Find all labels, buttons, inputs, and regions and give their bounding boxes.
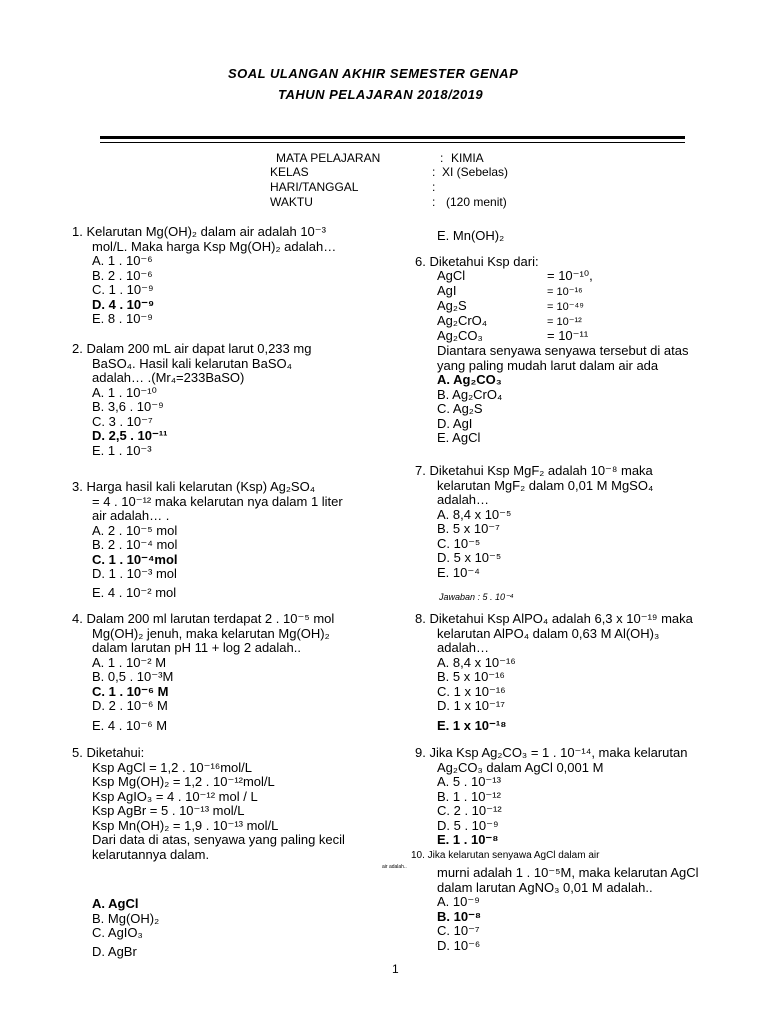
q10-option-b: B. 10⁻⁸ — [437, 908, 482, 924]
q6-stem: 6. Diketahui Ksp dari: — [415, 254, 539, 269]
info-sep-date: : — [432, 180, 436, 194]
question-5 — [72, 746, 345, 862]
question-2 — [72, 342, 311, 458]
q7-answer-note: Jawaban : 5 . 10⁻⁴ — [439, 592, 514, 602]
q10-option-d: D. 10⁻⁶ — [437, 937, 481, 953]
q8-option-b: B. 5 x 10⁻¹⁶ — [437, 669, 505, 684]
q5-ksp-5: Ksp Mn(OH)₂ = 1,9 . 10⁻¹³ mol/L — [92, 817, 279, 833]
q6-ksp-table — [437, 268, 593, 343]
question-8 — [415, 612, 693, 733]
q6-stem: Diantara senyawa senyawa tersebut di atas — [437, 343, 689, 358]
q6-ksp-value: = 10⁻⁴⁹ — [547, 301, 584, 313]
info-value-time: (120 menit) — [446, 195, 507, 209]
q5-ksp-4: Ksp AgBr = 5 . 10⁻¹³ mol/L — [92, 803, 245, 818]
q3-option-b: B. 2 . 10⁻⁴ mol — [92, 537, 178, 552]
question-9 — [415, 746, 687, 848]
q8-option-c: C. 1 x 10⁻¹⁶ — [437, 683, 506, 699]
q6-option-a: A. Ag₂CO₃ — [437, 372, 502, 387]
q7-option-c: C. 10⁻⁵ — [437, 535, 481, 551]
q6-option-c: C. Ag₂S — [437, 401, 483, 416]
q8-stem: kelarutan AlPO₄ dalam 0,63 M Al(OH)₃ — [437, 625, 660, 641]
q10-stem: 10. Jika kelarutan senyawa AgCl dalam air — [411, 850, 600, 861]
question-4 — [72, 612, 334, 733]
q5-option-d: D. AgBr — [92, 943, 137, 959]
q7-stem: adalah… — [437, 492, 490, 507]
q9-option-c: C. 2 . 10⁻¹² — [437, 803, 502, 818]
q5-option-e: E. Mn(OH)₂ — [437, 228, 505, 243]
q9-stem: Ag₂CO₃ dalam AgCl 0,001 M — [437, 759, 604, 775]
q3-option-c: C. 1 . 10⁻⁴mol — [92, 551, 178, 567]
info-label-class: KELAS — [270, 165, 309, 179]
q9-option-a: A. 5 . 10⁻¹³ — [437, 774, 501, 789]
q7-option-b: B. 5 x 10⁻⁷ — [437, 521, 500, 536]
q3-option-e: E. 4 . 10⁻² mol — [92, 584, 177, 600]
q10-option-a: A. 10⁻⁹ — [437, 894, 480, 909]
q5-stem: 5. Diketahui: — [72, 745, 145, 760]
info-label-date: HARI/TANGGAL — [270, 180, 359, 194]
q5-stem: kelarutannya dalam. — [92, 846, 210, 862]
q5-stem: Dari data di atas, senyawa yang paling kecil — [92, 832, 345, 847]
info-value-subject: KIMIA — [451, 151, 484, 165]
q5-ksp-2: Ksp Mg(OH)₂ = 1,2 . 10⁻¹²mol/L — [92, 774, 275, 789]
title-line-1: SOAL ULANGAN AKHIR SEMESTER GENAP — [228, 66, 519, 81]
q3-option-d: D. 1 . 10⁻³ mol — [92, 566, 177, 581]
q10-option-c: C. 10⁻⁷ — [437, 923, 480, 938]
question-7 — [415, 464, 653, 580]
q5-hidden-note: air adalah.. — [382, 864, 407, 870]
q7-stem: kelarutan MgF₂ dalam 0,01 M MgSO₄ — [437, 477, 654, 493]
q1-option-a: A. 1 . 10⁻⁶ — [92, 253, 153, 268]
q6-ksp-value: = 10⁻¹² — [547, 316, 582, 328]
question-1 — [72, 225, 336, 327]
q6-ksp-name: Ag₂CO₃ — [437, 328, 483, 343]
q4-option-e: E. 4 . 10⁻⁶ M — [92, 717, 168, 733]
q1-option-b: B. 2 . 10⁻⁶ — [92, 267, 153, 283]
q5-option-c: C. AgIO₃ — [92, 925, 143, 940]
q2-stem: 2. Dalam 200 mL air dapat larut 0,233 mg — [72, 341, 312, 356]
q1-option-c: C. 1 . 10⁻⁹ — [92, 282, 154, 297]
q10-stem: murni adalah 1 . 10⁻⁵M, maka kelarutan AgCl — [437, 865, 699, 880]
q6-body — [437, 344, 688, 446]
q2-option-e: E. 1 . 10⁻³ — [92, 442, 152, 458]
q2-option-c: C. 3 . 10⁻⁷ — [92, 413, 153, 429]
q2-option-d: D. 2,5 . 10⁻¹¹ — [92, 428, 168, 443]
q6-ksp-name: Ag₂S — [437, 298, 467, 313]
q4-option-d: D. 2 . 10⁻⁶ M — [92, 698, 168, 713]
q3-stem: = 4 . 10⁻¹² maka kelarutan nya dalam 1 liter — [92, 493, 343, 509]
info-sep-subject: : — [440, 151, 444, 165]
q6-ksp-value: = 10⁻¹¹ — [547, 328, 589, 343]
q5-option-a: A. AgCl — [92, 896, 139, 911]
q8-stem: adalah… — [437, 640, 490, 655]
q4-option-a: A. 1 . 10⁻² M — [92, 654, 167, 670]
q4-stem: Mg(OH)₂ jenuh, maka kelarutan Mg(OH)₂ — [92, 625, 330, 641]
q8-stem: 8. Diketahui Ksp AlPO₄ adalah 6,3 x 10⁻¹⁹ maka — [415, 611, 693, 626]
q4-option-b: B. 0,5 . 10⁻³M — [92, 669, 174, 684]
q6-ksp-value: = 10⁻¹⁰, — [547, 268, 593, 283]
info-label-subject: MATA PELAJARAN — [276, 151, 381, 165]
header-rule-thin — [100, 142, 685, 143]
q6-option-e: E. AgCl — [437, 430, 481, 445]
q5-options — [92, 897, 159, 959]
q9-option-b: B. 1 . 10⁻¹² — [437, 788, 501, 804]
q6-option-b: B. Ag₂CrO₄ — [437, 386, 503, 402]
header-rule-thick — [100, 136, 685, 139]
info-sep-time: : — [432, 195, 436, 209]
question-3 — [72, 480, 343, 600]
q7-option-d: D. 5 x 10⁻⁵ — [437, 550, 502, 565]
q3-stem: air adalah… . — [92, 508, 170, 523]
q2-stem: BaSO₄. Hasil kali kelarutan BaSO₄ — [92, 355, 292, 371]
q9-stem: 9. Jika Ksp Ag₂CO₃ = 1 . 10⁻¹⁴, maka kelarutan — [415, 745, 688, 760]
q3-stem: 3. Harga hasil kali kelarutan (Ksp) Ag₂SO₄ — [72, 479, 316, 494]
q6-option-d: D. AgI — [437, 415, 473, 431]
q9-option-e: E. 1 . 10⁻⁸ — [437, 832, 499, 847]
q8-option-d: D. 1 x 10⁻¹⁷ — [437, 698, 505, 713]
q5-ksp-1: Ksp AgCl = 1,2 . 10⁻¹⁶mol/L — [92, 759, 252, 775]
q4-stem: 4. Dalam 200 ml larutan terdapat 2 . 10⁻⁵ mol — [72, 611, 335, 626]
q7-option-a: A. 8,4 x 10⁻⁵ — [437, 506, 512, 522]
q1-stem: mol/L. Maka harga Ksp Mg(OH)₂ adalah… — [92, 238, 337, 254]
q9-option-d: D. 5 . 10⁻⁹ — [437, 817, 499, 833]
q2-option-b: B. 3,6 . 10⁻⁹ — [92, 399, 164, 414]
q1-stem: 1. Kelarutan Mg(OH)₂ dalam air adalah 10⁻³ — [72, 224, 326, 239]
q6-ksp-name: AgCl — [437, 268, 466, 283]
title-line-2: TAHUN PELAJARAN 2018/2019 — [278, 87, 484, 102]
q6-ksp-name: Ag₂CrO₄ — [437, 313, 488, 328]
q4-option-c: C. 1 . 10⁻⁶ M — [92, 683, 169, 699]
q6-ksp-name: AgI — [437, 283, 457, 298]
q5-ksp-3: Ksp AgIO₃ = 4 . 10⁻¹² mol / L — [92, 788, 258, 804]
q7-stem: 7. Diketahui Ksp MgF₂ adalah 10⁻⁸ maka — [415, 463, 653, 478]
info-label-time: WAKTU — [270, 195, 313, 209]
q6-ksp-value: = 10⁻¹⁶ — [547, 286, 583, 298]
q5-option-b: B. Mg(OH)₂ — [92, 910, 160, 926]
q3-option-a: A. 2 . 10⁻⁵ mol — [92, 522, 178, 538]
q10-stem: dalam larutan AgNO₃ 0,01 M adalah.. — [437, 879, 653, 895]
info-value-class: XI (Sebelas) — [442, 165, 509, 179]
q4-stem: dalam larutan pH 11 + log 2 adalah.. — [92, 640, 301, 655]
page-number: 1 — [392, 962, 399, 976]
q2-option-a: A. 1 . 10⁻¹⁰ — [92, 384, 157, 400]
info-sep-class: : — [432, 165, 436, 179]
q7-option-e: E. 10⁻⁴ — [437, 564, 480, 580]
q8-option-a: A. 8,4 x 10⁻¹⁶ — [437, 654, 516, 670]
q8-option-e: E. 1 x 10⁻¹⁸ — [437, 717, 507, 733]
q1-option-d: D. 4 . 10⁻⁹ — [92, 296, 155, 312]
q2-stem: adalah… .(Mr₄=233BaSO) — [92, 370, 245, 385]
q1-option-e: E. 8 . 10⁻⁹ — [92, 311, 153, 326]
q6-stem: yang paling mudah larut dalam air ada — [437, 357, 659, 373]
question-10 — [437, 866, 699, 953]
